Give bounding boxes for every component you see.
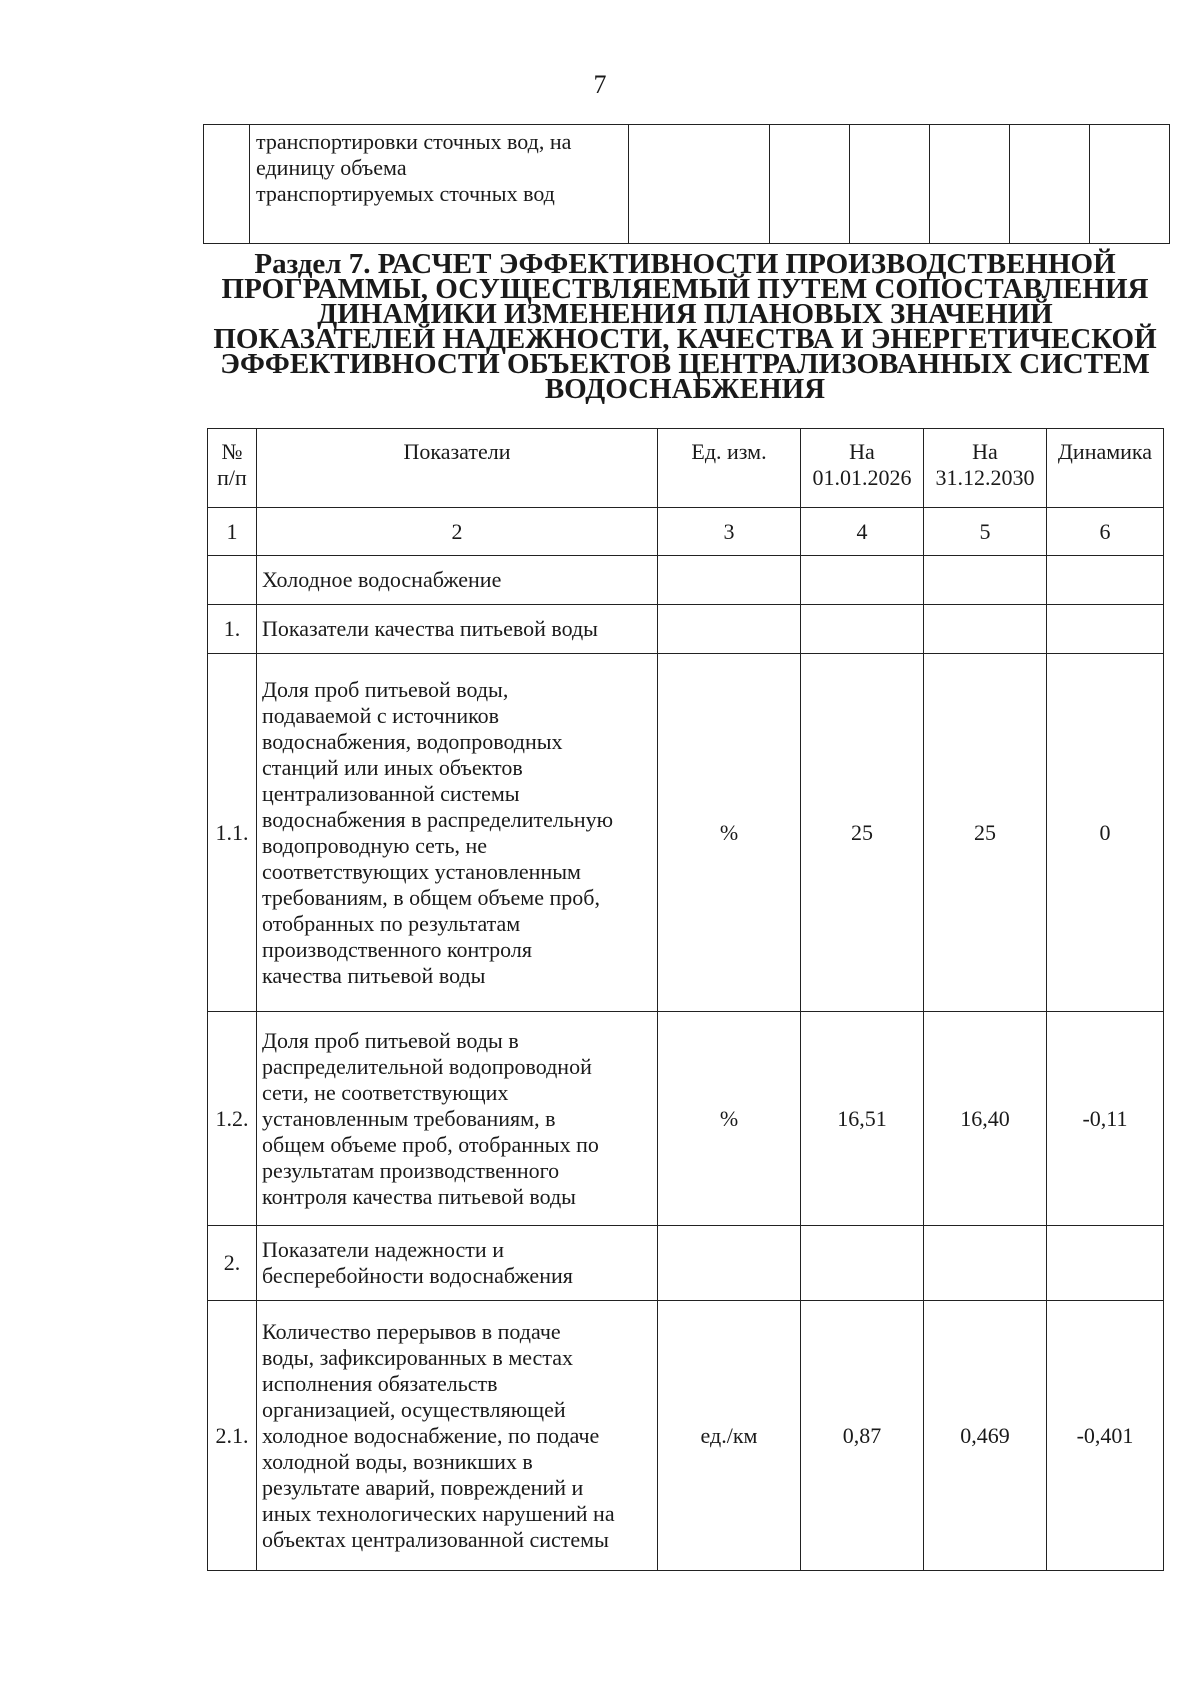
table-row (208, 556, 1164, 605)
indicator-line: воды, зафиксированных в местах (262, 1344, 573, 1370)
continuation-text-cell (250, 125, 629, 244)
indicator-line: холодной воды, возникших в (262, 1448, 533, 1474)
indicator-line: Холодное водоснабжение (262, 567, 502, 592)
indicator-line: контроля качества питьевой воды (262, 1183, 576, 1209)
indicator-line: станций или иных объектов (262, 754, 523, 780)
indicator-line: подаваемой с источников (262, 702, 500, 728)
heading-line: ДИНАМИКИ ИЗМЕНЕНИЯ ПЛАНОВЫХ ЗНАЧЕНИЙ (317, 298, 1053, 330)
table-cell (204, 125, 250, 244)
row-num: 1. (208, 605, 257, 654)
indicator-line: иных технологических нарушений на (262, 1500, 615, 1526)
row-start-value (801, 605, 924, 654)
header-row (208, 429, 1164, 508)
table-cell (770, 125, 850, 244)
row-dynamics (1047, 1226, 1164, 1301)
table-row (204, 125, 1170, 244)
indicator-line: установленным требованиям, в (262, 1105, 556, 1131)
column-number-row (208, 508, 1164, 556)
indicator-line: сети, не соответствующих (262, 1079, 509, 1105)
indicator-line: результате аварий, повреждений и (262, 1474, 584, 1500)
table-row (208, 605, 1164, 654)
heading-line: ВОДОСНАБЖЕНИЯ (544, 373, 826, 405)
indicator-line: исполнения обязательств (262, 1370, 498, 1396)
row-end-value: 16,40 (924, 1012, 1047, 1226)
table-cell (1010, 125, 1090, 244)
row-num: 2.1. (208, 1301, 257, 1571)
indicator-line: требованиям, в общем объеме проб, (262, 884, 600, 910)
row-end-value (924, 1226, 1047, 1301)
indicator-line: водоснабжения в распределительную (262, 806, 614, 832)
header-text: 01.01.2026 (812, 465, 912, 490)
col-number: 4 (801, 508, 924, 556)
table-cell (930, 125, 1010, 244)
col-number: 1 (208, 508, 257, 556)
indicator-line: результатам производственного (262, 1157, 560, 1183)
row-dynamics: 0 (1047, 654, 1164, 1012)
header-cell-dynamics: Динамика (1047, 429, 1164, 508)
section-heading (190, 248, 1180, 405)
header-cell-end (924, 429, 1047, 508)
heading-line: Раздел 7. РАСЧЕТ ЭФФЕКТИВНОСТИ ПРОИЗВОДСТВЕННОЙ (254, 248, 1116, 280)
row-end-value (924, 556, 1047, 605)
header-cell-unit: Ед. изм. (658, 429, 801, 508)
row-end-value: 0,469 (924, 1301, 1047, 1571)
row-end-value: 25 (924, 654, 1047, 1012)
text-line: транспортируемых сточных вод (256, 181, 555, 206)
indicator-line: Доля проб питьевой воды, (262, 676, 509, 702)
indicator-line: объектах централизованной системы (262, 1526, 609, 1552)
header-text: 31.12.2030 (935, 465, 1035, 490)
row-indicator (257, 1012, 658, 1226)
indicator-line: распределительной водопроводной (262, 1053, 592, 1079)
header-text: На (972, 439, 998, 464)
table-row (208, 1226, 1164, 1301)
table-row (208, 1301, 1164, 1571)
indicator-line: общем объеме проб, отобранных по (262, 1131, 599, 1157)
header-text: На (849, 439, 875, 464)
table-row (208, 654, 1164, 1012)
row-unit (658, 605, 801, 654)
row-start-value: 16,51 (801, 1012, 924, 1226)
col-number: 2 (257, 508, 658, 556)
row-indicator (257, 605, 658, 654)
row-unit: % (658, 1012, 801, 1226)
indicator-line: Количество перерывов в подаче (262, 1318, 561, 1344)
header-cell-indicators: Показатели (257, 429, 658, 508)
indicator-line: централизованной системы (262, 780, 520, 806)
row-unit: % (658, 654, 801, 1012)
header-cell-num (208, 429, 257, 508)
header-cell-start (801, 429, 924, 508)
row-num (208, 556, 257, 605)
col-number: 5 (924, 508, 1047, 556)
indicator-line: бесперебойности водоснабжения (262, 1263, 573, 1288)
row-indicator (257, 556, 658, 605)
row-unit (658, 556, 801, 605)
row-dynamics (1047, 605, 1164, 654)
row-unit (658, 1226, 801, 1301)
page-number: 7 (593, 70, 607, 99)
row-indicator (257, 654, 658, 1012)
table-cell (1090, 125, 1170, 244)
row-start-value: 25 (801, 654, 924, 1012)
row-dynamics (1047, 556, 1164, 605)
indicator-line: Показатели надежности и (262, 1237, 504, 1262)
row-dynamics: -0,11 (1047, 1012, 1164, 1226)
table-cell (850, 125, 930, 244)
table-cell (629, 125, 770, 244)
indicator-line: водоснабжения, водопроводных (262, 728, 563, 754)
row-start-value (801, 556, 924, 605)
indicators-table (207, 428, 1164, 1571)
indicator-line: холодное водоснабжение, по подаче (262, 1422, 600, 1448)
heading-line: ПОКАЗАТЕЛЕЙ НАДЕЖНОСТИ, КАЧЕСТВА И ЭНЕРГЕТИЧЕСКОЙ (213, 323, 1157, 355)
indicator-line: организацией, осуществляющей (262, 1396, 566, 1422)
indicator-line: Доля проб питьевой воды в (262, 1027, 519, 1053)
col-number: 6 (1047, 508, 1164, 556)
col-number: 3 (658, 508, 801, 556)
row-start-value: 0,87 (801, 1301, 924, 1571)
table-row (208, 1012, 1164, 1226)
heading-line: ЭФФЕКТИВНОСТИ ОБЪЕКТОВ ЦЕНТРАЛИЗОВАННЫХ СИСТЕМ (220, 348, 1150, 380)
text-line: единицу объема (256, 155, 407, 180)
indicator-line: производственного контроля (262, 936, 532, 962)
indicator-line: отобранных по результатам (262, 910, 521, 936)
continuation-table (203, 124, 1170, 244)
row-indicator (257, 1226, 658, 1301)
heading-line: ПРОГРАММЫ, ОСУЩЕСТВЛЯЕМЫЙ ПУТЕМ СОПОСТАВЛЕНИЯ (221, 273, 1149, 305)
row-num: 2. (208, 1226, 257, 1301)
indicator-line: соответствующих установленным (262, 858, 581, 884)
row-num: 1.1. (208, 654, 257, 1012)
indicator-line: водопроводную сеть, не (262, 832, 488, 858)
row-indicator (257, 1301, 658, 1571)
row-num: 1.2. (208, 1012, 257, 1226)
header-text: п/п (217, 465, 247, 490)
row-start-value (801, 1226, 924, 1301)
text-line: транспортировки сточных вод, на (256, 129, 572, 154)
header-text: № (221, 439, 243, 464)
indicator-line: Показатели качества питьевой воды (262, 616, 598, 641)
row-unit: ед./км (658, 1301, 801, 1571)
indicator-line: качества питьевой воды (262, 962, 486, 988)
row-dynamics: -0,401 (1047, 1301, 1164, 1571)
row-end-value (924, 605, 1047, 654)
